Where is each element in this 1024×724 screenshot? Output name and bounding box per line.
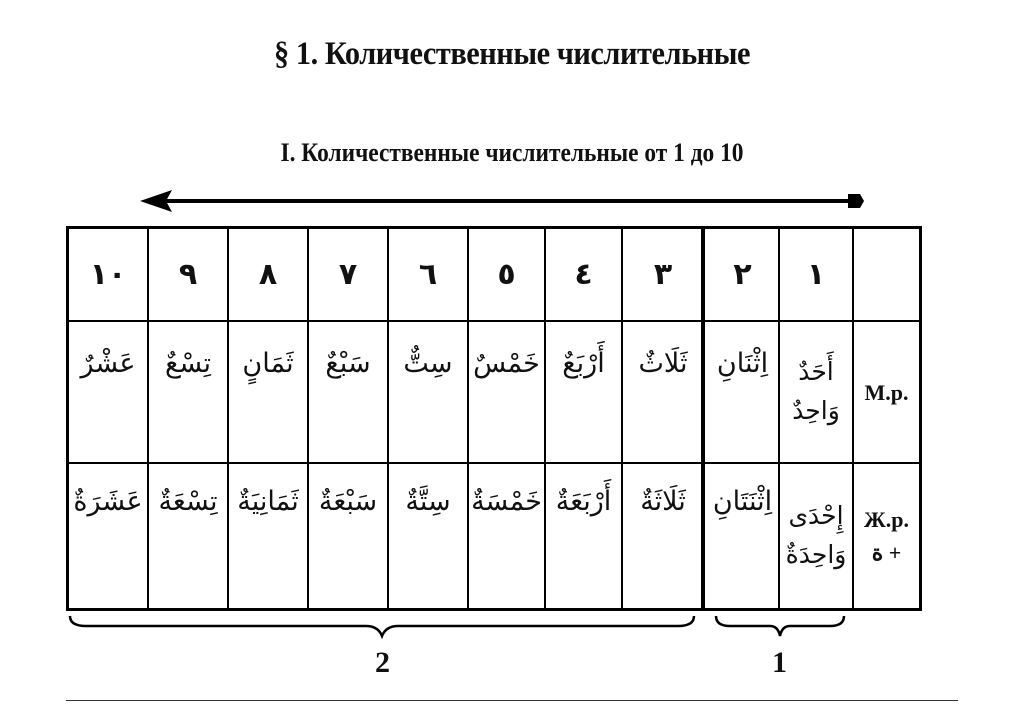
masc-word: أَرْبَعٌ [562,348,605,379]
group-divider [701,229,705,608]
numeral-cell: ٧ [338,257,358,292]
fem-word: سِتَّةٌ [405,486,451,517]
numeral-row [69,229,919,320]
fem-word: اِثْنَتَانِ [712,486,773,517]
fem-word: عَشَرَةٌ [73,486,143,517]
numeral-cell: ١٠ [89,257,127,292]
group-label-2: 2 [375,646,390,679]
masc-word: اِثْنَانِ [716,348,769,379]
numeral-cell: ٩ [178,257,198,292]
fem-word: تِسْعَةٌ [158,486,218,517]
numeral-cell: ٦ [418,257,438,292]
fem-word: خَمْسَةٌ [471,486,542,517]
section-subtitle: I. Количественные числительные от 1 до 10 [280,138,744,167]
feminine-row [69,464,919,608]
group-braces [66,612,856,642]
fem-word: ثَلَاثَةٌ [640,486,686,517]
fem-word: ثَمَانِيَةٌ [237,486,299,517]
numeral-cell: ٣ [653,257,673,292]
numeral-cell: ٥ [497,257,516,292]
fem-word: سَبْعَةٌ [318,486,378,517]
numeral-cell: ٢ [733,257,752,292]
empty-corner-cell [854,229,919,320]
fem-word: أَرْبَعَةٌ [555,486,612,517]
fem-word: إِحْدَى وَاحِدَةٌ [785,501,847,569]
masc-word: عَشْرٌ [80,348,136,379]
footer-rule [66,700,958,701]
numeral-cell: ٤ [574,257,593,292]
masculine-row [69,322,919,462]
masc-word: أَحَدٌ وَاحِدٌ [792,357,840,425]
numerals-table [66,226,922,611]
feminine-label: Ж.р. ة + [864,507,909,565]
masc-word: ثَلَاثٌ [638,348,688,379]
numeral-cell: ٨ [258,257,278,292]
masc-word: خَمْسٌ [473,348,540,379]
masc-word: تِسْعٌ [165,348,211,379]
group-label-1: 1 [772,646,787,679]
direction-arrow [130,186,870,216]
page-title: § 1. Количественные числительные [274,36,750,72]
masc-word: سَبْعٌ [325,348,371,379]
masc-word: سِتٌّ [403,348,453,379]
numeral-cell: ١ [806,257,826,292]
masc-word: ثَمَانٍ [242,348,294,379]
masculine-label: М.р. [864,379,909,405]
